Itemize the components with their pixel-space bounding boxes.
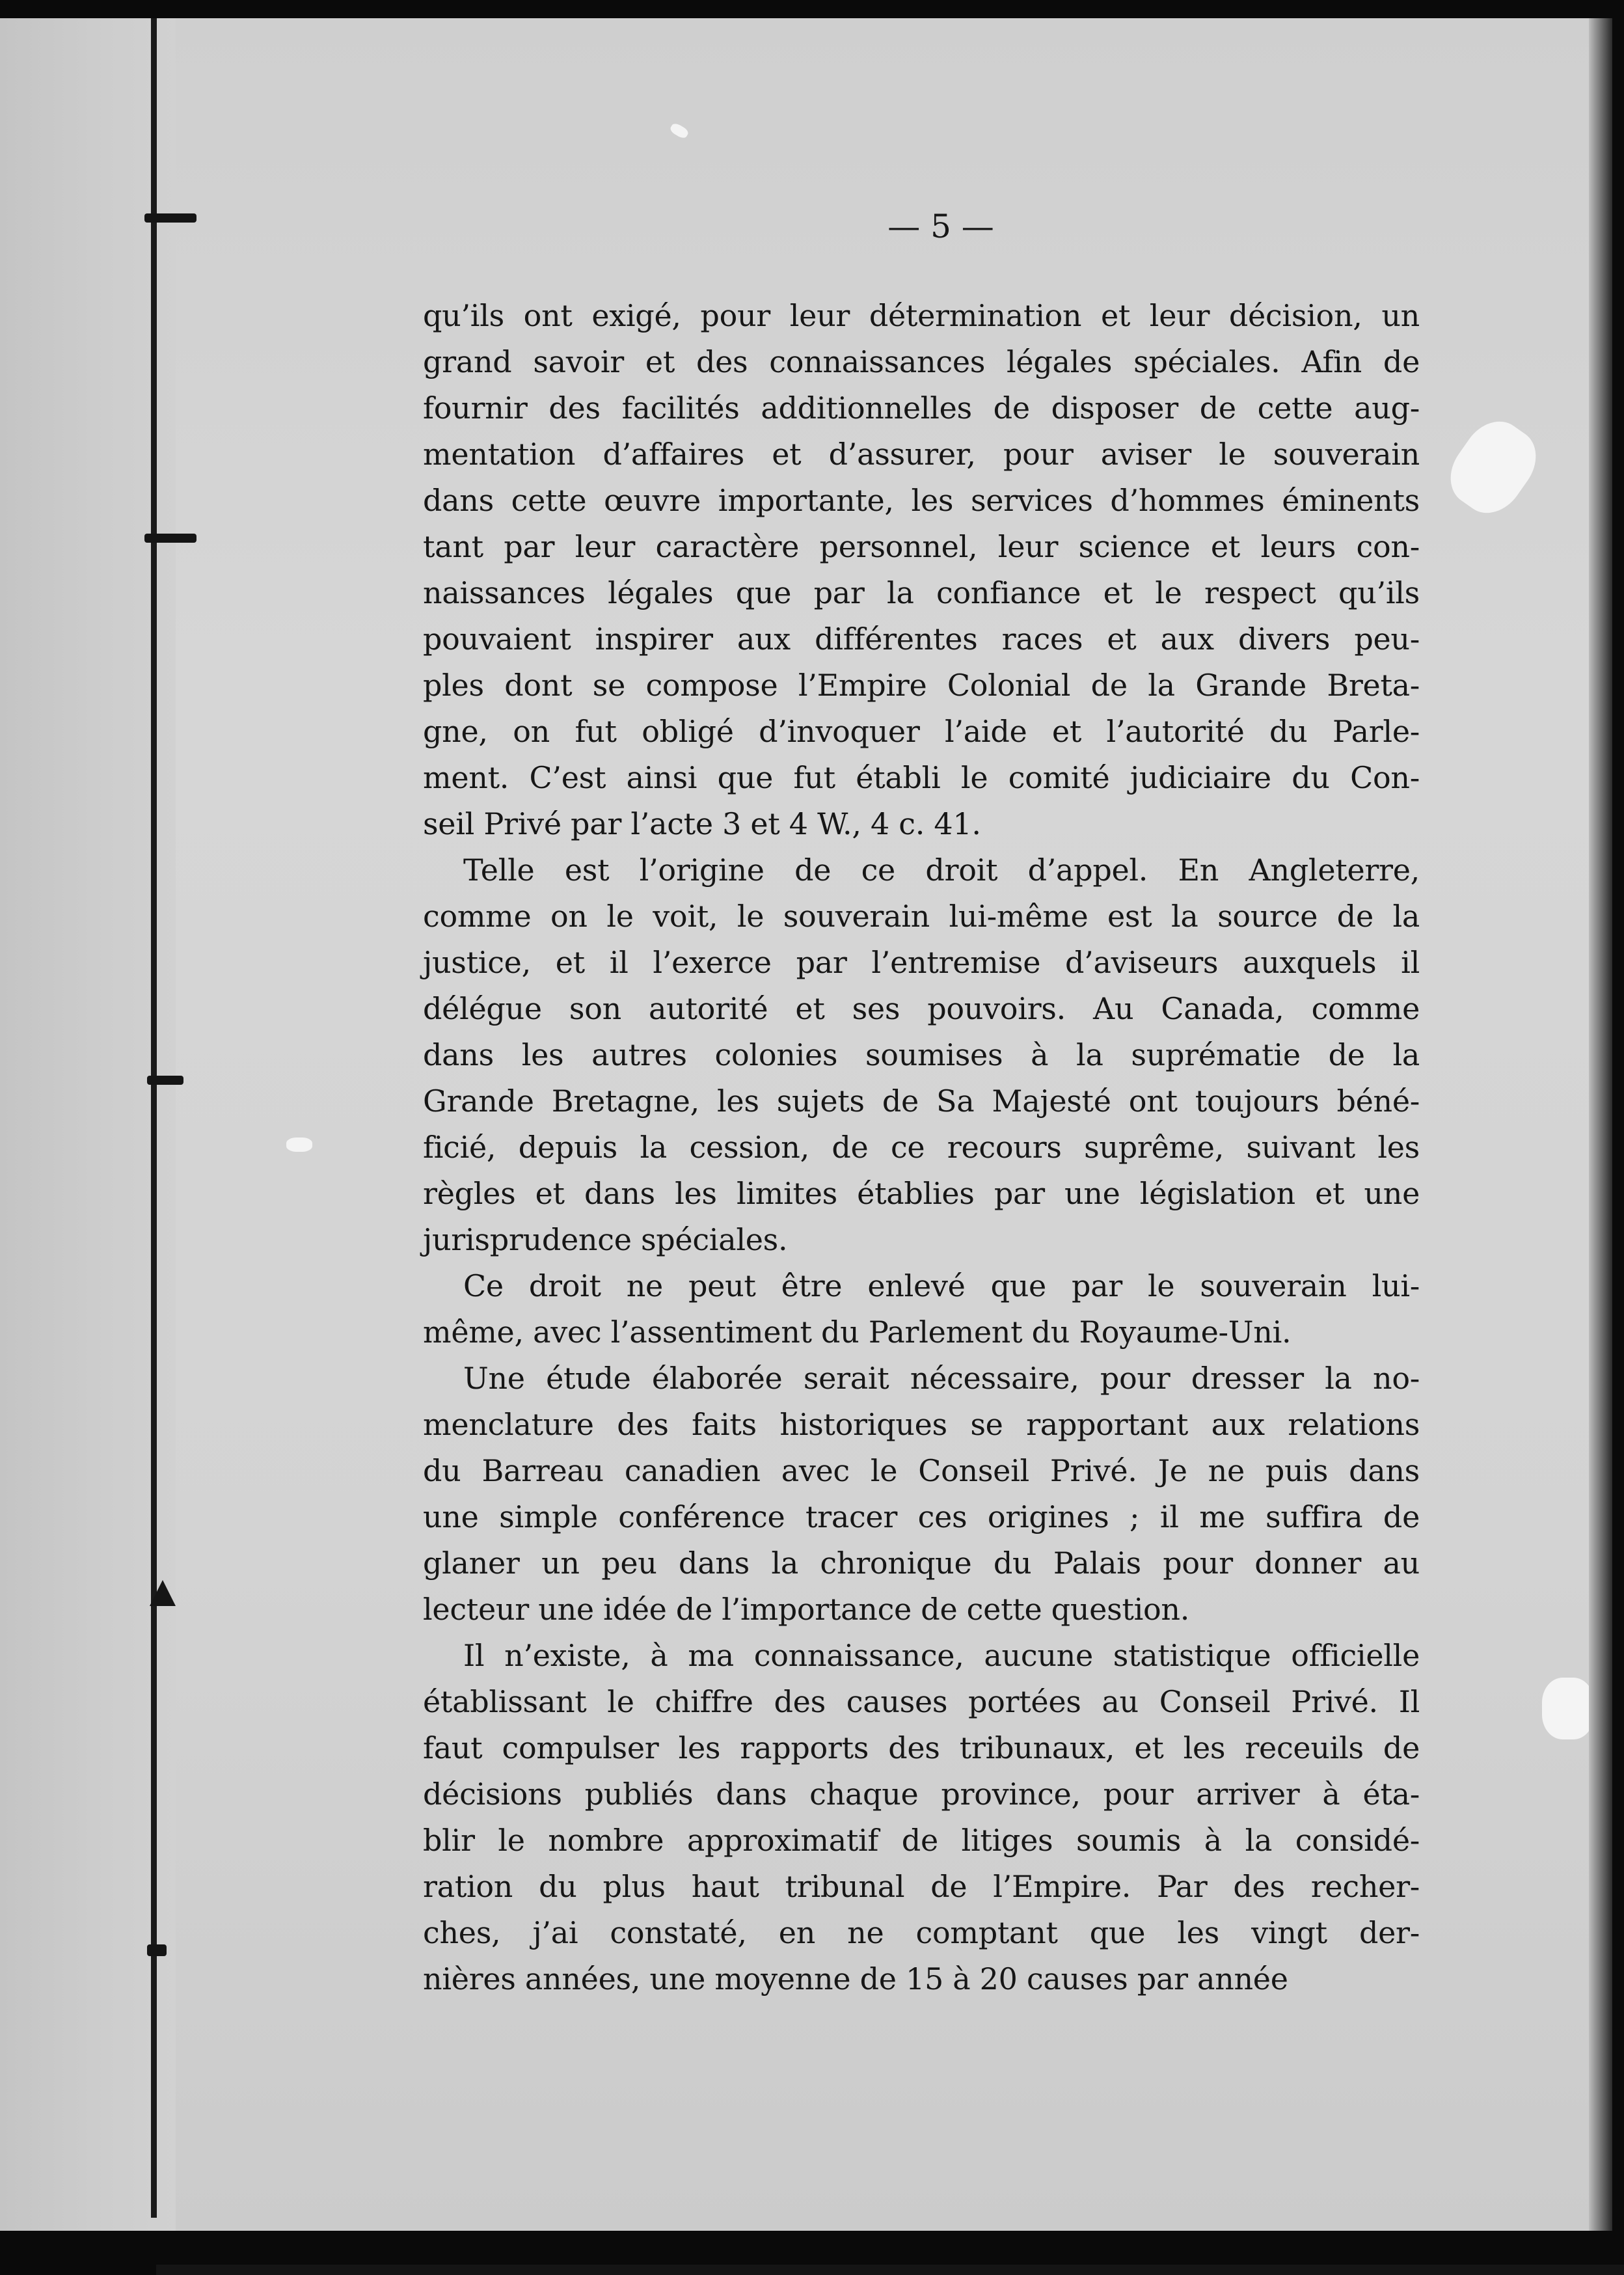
text-line: jurisprudence spéciales. (423, 1222, 788, 1257)
binding-stitch (144, 213, 196, 223)
paragraph (423, 1355, 1420, 1633)
text-line: délégue son autorité et ses pouvoirs. Au Canada, comme (423, 991, 1420, 1026)
text-line: seil Privé par l’acte 3 et 4 W., 4 c. 41. (423, 806, 981, 841)
text-line: du Barreau canadien avec le Conseil Privé. Je ne puis dans (423, 1453, 1420, 1488)
text-line: gne, on fut obligé d’invoquer l’aide et l’autorité du Parle- (423, 714, 1420, 749)
text-line: nières années, une moyenne de 15 à 20 causes par année (423, 1961, 1288, 1996)
text-line: pouvaient inspirer aux différentes races et aux divers peu- (423, 621, 1420, 657)
page-number: — 5 — (887, 208, 994, 245)
text-line: ches, j’ai constaté, en ne comptant que les vingt der- (423, 1915, 1420, 1950)
text-line: mentation d’affaires et d’assurer, pour aviser le souverain (423, 437, 1420, 472)
text-line: dans cette œuvre importante, les services d’hommes éminents (423, 483, 1420, 518)
text-line: grand savoir et des connaissances légales spéciales. Afin de (423, 344, 1420, 379)
text-line: blir le nombre approximatif de litiges soumis à la considé- (423, 1823, 1420, 1858)
text-line: lecteur une idée de l’importance de cette question. (423, 1592, 1190, 1627)
page-edge-bottom (156, 2265, 1624, 2275)
scan-speck (669, 122, 690, 140)
text-line: dans les autres colonies soumises à la suprématie de la (423, 1037, 1420, 1072)
paragraph (423, 847, 1420, 1263)
text-line: justice, et il l’exerce par l’entremise d’aviseurs auxquels il (423, 945, 1420, 980)
binding-thread (151, 18, 157, 2218)
text-line: ficié, depuis la cession, de ce recours suprême, suivant les (423, 1130, 1420, 1165)
paragraph (423, 1633, 1420, 2002)
text-line: une simple conférence tracer ces origines ; il me suffira de (423, 1499, 1420, 1534)
text-line: décisions publiés dans chaque province, pour arriver à éta- (423, 1777, 1420, 1812)
text-line: menclature des faits historiques se rapportant aux relations (423, 1407, 1420, 1442)
binding-stitch (147, 1944, 167, 1956)
text-line: ples dont se compose l’Empire Colonial de la Grande Breta- (423, 668, 1420, 703)
text-line: faut compulser les rapports des tribunaux, et les receuils de (423, 1730, 1420, 1765)
text-line: ration du plus haut tribunal de l’Empire. Par des recher- (423, 1869, 1420, 1904)
paragraph (423, 1263, 1420, 1355)
body-paragraphs (423, 293, 1420, 2002)
text-line: fournir des facilités additionnelles de disposer de cette aug- (423, 390, 1420, 426)
paragraph (423, 293, 1420, 847)
text-line: même, avec l’assentiment du Parlement du Royaume-Uni. (423, 1315, 1292, 1350)
scan-speck (1542, 1678, 1594, 1739)
scan-speck (286, 1138, 312, 1152)
text-line: règles et dans les limites établies par une législation et une (423, 1176, 1420, 1211)
text-line: Telle est l’origine de ce droit d’appel. En Angleterre, (463, 852, 1420, 888)
text-line: comme on le voit, le souverain lui-même est la source de la (423, 899, 1420, 934)
text-line: établissant le chiffre des causes portées au Conseil Privé. Il (423, 1684, 1420, 1719)
binding-strip (0, 18, 176, 2231)
text-line: tant par leur caractère personnel, leur science et leurs con- (423, 529, 1420, 564)
text-line: naissances légales que par la confiance et le respect qu’ils (423, 575, 1420, 610)
text-line: Ce droit ne peut être enlevé que par le souverain lui- (463, 1268, 1420, 1303)
text-line: qu’ils ont exigé, pour leur détermination et leur décision, un (423, 298, 1420, 333)
binding-stitch (150, 1580, 176, 1606)
text-line: glaner un peu dans la chronique du Palais pour donner au (423, 1546, 1420, 1581)
text-block (423, 207, 1420, 2002)
text-line: ment. C’est ainsi que fut établi le comité judiciaire du Con- (423, 760, 1420, 795)
binding-stitch (144, 534, 196, 543)
page-edge-right (1589, 18, 1612, 2231)
text-line: Une étude élaborée serait nécessaire, pour dresser la no- (463, 1361, 1420, 1396)
binding-stitch (147, 1076, 183, 1085)
text-line: Grande Bretagne, les sujets de Sa Majesté ont toujours béné- (423, 1083, 1420, 1119)
text-line: Il n’existe, à ma connaissance, aucune statistique officielle (463, 1638, 1420, 1673)
scan-speck (1438, 409, 1549, 525)
